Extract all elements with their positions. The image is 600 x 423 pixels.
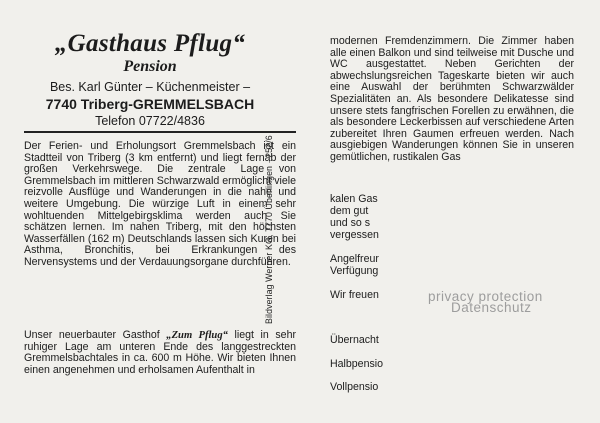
- welcome-line: Wir freuen: [330, 289, 379, 301]
- left-paragraph-2: [24, 330, 296, 376]
- left-paragraph-2-rest: liegt in sehr ruhiger Lage am unteren Ende des langgestreckten Gremmelsbachtales in ca. 600 m Höhe. Wir bieten Ihnen einen angenehmen und erholsamen Aufenthalt in: [24, 329, 296, 376]
- watermark-line-1: privacy protection: [428, 289, 543, 304]
- left-paragraph-1-text: Der Ferien- und Erholungsort Gremmelsbach ist ein Stadtteil von Triberg (3 km entfernt) und liegt fernab der großen Verkehrswege. Die zentrale Lage von Gremmelsbach im mittleren Schwarzwald ermöglicht viele reizvolle Ausflüge und Wanderungen in die nahe und weitere Umgebung. Die würzige Luft in einem sehr wohltuenden Mittelgebirgsklima werden auch Sie schätzen lernen. Im nahen Triberg, mit den höchsten Wasserfällen (162 m) Deutschlands lassen sich Kuren bei Asthma, Bronchitis, bei Erkrankungen des Nervensystems und der Verdauungsorgane durchführen.: [24, 140, 296, 268]
- truncated-line-1: kalen Gas: [330, 193, 378, 205]
- left-paragraph-2-start: Unser neuerbauter Gasthof: [24, 329, 167, 341]
- watermark-line-2: Datenschutz: [451, 300, 532, 315]
- inn-name: „Zum Pflug“: [166, 330, 228, 341]
- left-paragraph-1: [24, 141, 296, 269]
- phone-line: Telefon 07722/4836: [95, 114, 205, 128]
- publisher-side-text-label: Bildverlag Werner KG, 7770 Überlingen · 252/6: [264, 135, 274, 324]
- page-subtitle: Pension: [123, 58, 177, 75]
- form-label-full-board: Vollpensio: [330, 381, 379, 393]
- right-paragraph: [330, 36, 574, 186]
- form-label-overnight: Übernacht: [330, 334, 379, 346]
- form-label-half-board: Halbpensio: [330, 358, 384, 370]
- address-line: 7740 Triberg-GREMMELSBACH: [45, 96, 255, 112]
- page-title: „Gasthaus Pflug“: [54, 30, 246, 57]
- truncated-line-3: und so s: [330, 217, 371, 229]
- header-divider: [24, 131, 296, 133]
- angler-line-2: Verfügung: [330, 265, 379, 277]
- owner-line: Bes. Karl Günter – Küchenmeister –: [49, 80, 251, 94]
- angler-line-1: Angelfreur: [330, 253, 379, 265]
- left-paragraph-2-text: [24, 330, 296, 376]
- right-paragraph-text: modernen Fremdenzimmern. Die Zimmer haben alle einen Balkon und sind teilweise mit Dusche und WC ausgestattet. Neben Gerichten der abwechslungsreichen Tageskarte bieten wir auch eine Auswahl der berühmten Schwarzwälder Spezialitäten an. Als besondere Delikatesse sind unsere stets fangfrischen Forellen zu erwähnen, die als besondere Leckerbissen auf verschiedene Arten zubereitet Ihren Gaumen erfreuen werden. Nach ausgiebigen Wanderungen können Sie in unseren gemütlichen, rustikalen Gas: [330, 36, 574, 163]
- truncated-line-2: dem gut: [330, 205, 369, 217]
- truncated-line-4: vergessen: [330, 229, 379, 241]
